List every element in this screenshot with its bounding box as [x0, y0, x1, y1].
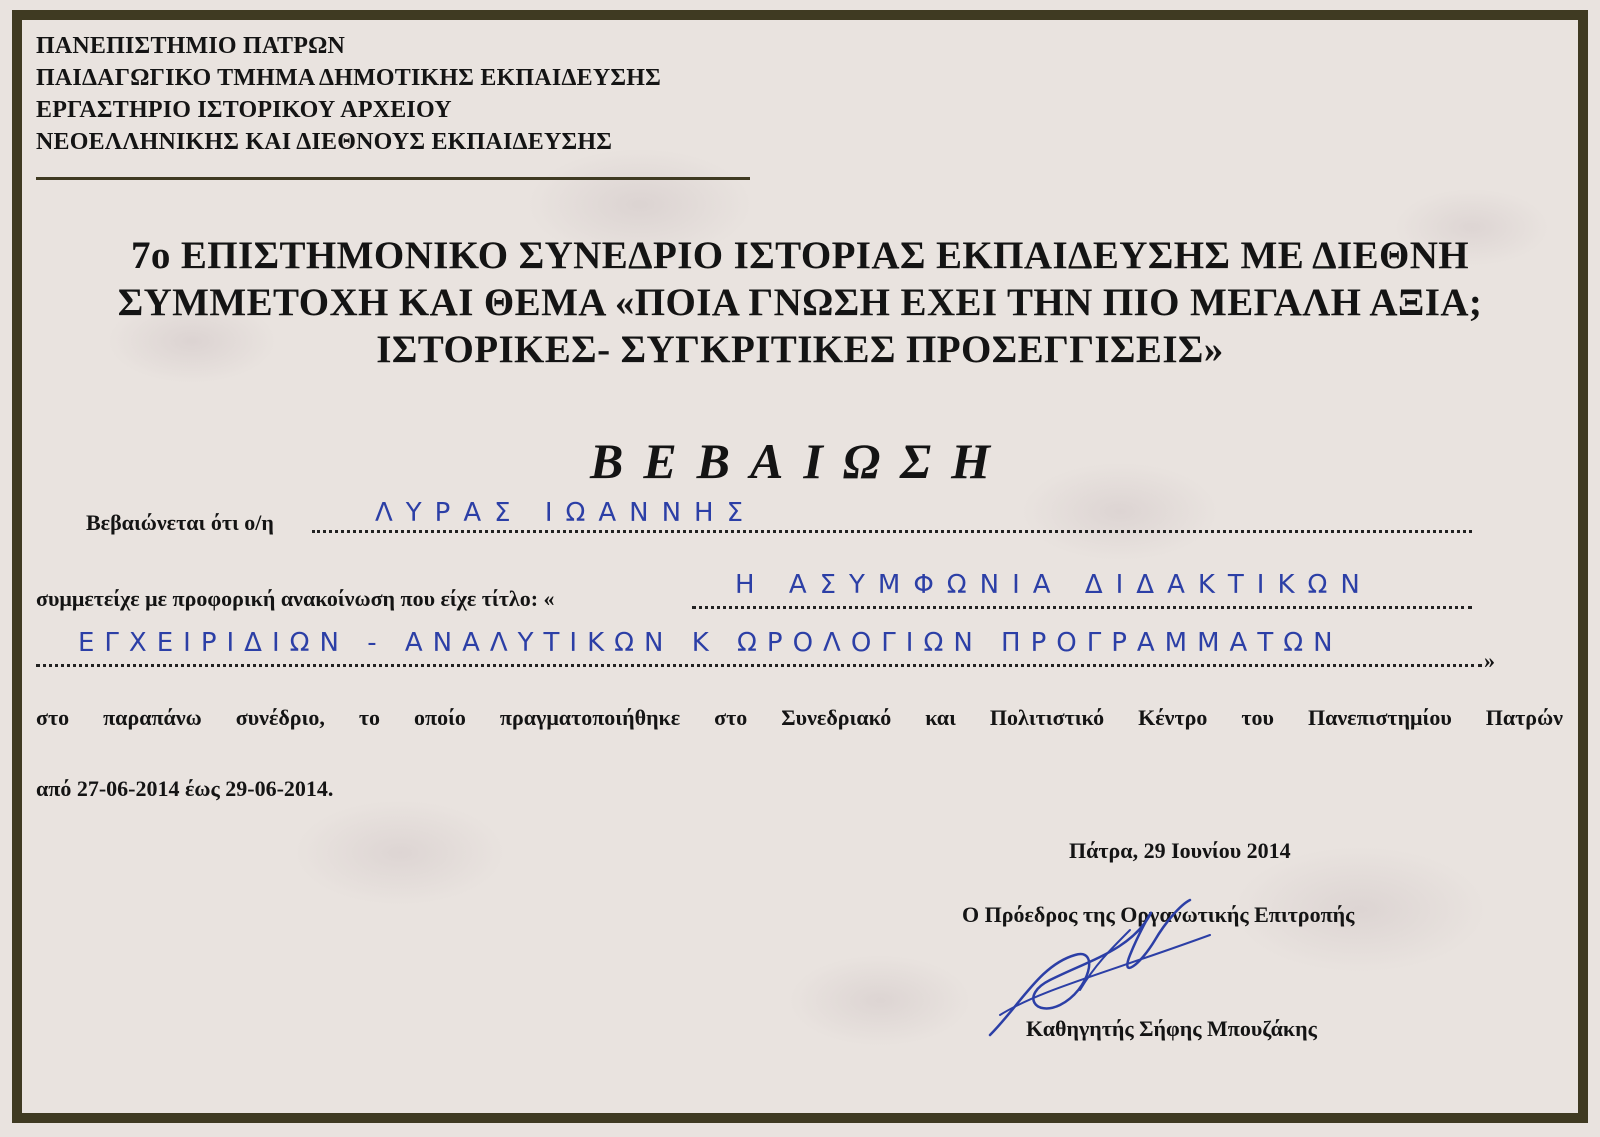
signatory-name: Καθηγητής Σήφης Μπουζάκης — [1026, 1016, 1317, 1041]
conference-title-line: ΣΥΜΜΕΤΟΧΗ ΚΑΙ ΘΕΜΑ «ΠΟΙΑ ΓΝΩΣΗ ΕΧΕΙ ΤΗΝ ΠΙΟ ΜΕΓΑΛΗ ΑΞΙΑ; — [117, 281, 1483, 324]
conference-title-line: 7ο ΕΠΙΣΤΗΜΟΝΙΚΟ ΣΥΝΕΔΡΙΟ ΙΣΤΟΡΙΑΣ ΕΚΠΑΙΔΕΥΣΗΣ ΜΕ ΔΙΕΘΝΗ — [130, 234, 1470, 277]
certified-label: Βεβαιώνεται ότι ο/η — [86, 510, 274, 535]
header-divider — [36, 177, 750, 180]
participated-label: συμμετείχε με προφορική ανακοίνωση που είχε τίτλο: « — [36, 586, 555, 611]
place-date: Πάτρα, 29 Ιουνίου 2014 — [1069, 838, 1291, 863]
conference-title — [60, 232, 1540, 373]
certificate-title: ΒΕΒΑΙΩΣΗ — [589, 433, 1010, 489]
title-dotted-line-1 — [692, 606, 1472, 609]
title-dotted-line-2 — [36, 664, 1482, 667]
participant-name: ΛΥΡΑΣ ΙΩΑΝΝΗΣ — [375, 498, 757, 528]
institution-header — [36, 30, 661, 158]
name-dotted-line — [312, 530, 1472, 533]
institution-line: ΝΕΟΕΛΛΗΝΙΚΗΣ ΚΑΙ ΔΙΕΘΝΟΥΣ ΕΚΠΑΙΔΕΥΣΗΣ — [36, 129, 613, 155]
institution-line: ΕΡΓΑΣΤΗΡΙΟ ΙΣΤΟΡΙΚΟΥ ΑΡΧΕΙΟΥ — [36, 97, 452, 123]
institution-line: ΠΑΙΔΑΓΩΓΙΚΟ ΤΜΗΜΑ ΔΗΜΟΤΙΚΗΣ ΕΚΠΑΙΔΕΥΣΗΣ — [36, 65, 662, 91]
closing-quote: » — [1484, 648, 1495, 673]
venue-text: στο παραπάνω συνέδριο, το οποίο πραγματοποιήθηκε στο Συνεδριακό και Πολιτιστικό Κέντρο του Πανεπιστημίου Πατρών — [36, 705, 1563, 730]
talk-title-line-1: Η ΑΣΥΜΦΩΝΙΑ ΔΙΔΑΚΤΙΚΩΝ — [735, 570, 1373, 600]
dates-text: από 27-06-2014 έως 29-06-2014. — [36, 776, 334, 801]
conference-title-line: ΙΣΤΟΡΙΚΕΣ- ΣΥΓΚΡΙΤΙΚΕΣ ΠΡΟΣΕΓΓΙΣΕΙΣ» — [376, 328, 1224, 371]
institution-line: ΠΑΝΕΠΙΣΤΗΜΙΟ ΠΑΤΡΩΝ — [36, 33, 346, 59]
talk-title-line-2: ΕΓΧΕΙΡΙΔΙΩΝ - ΑΝΑΛΥΤΙΚΩΝ Κ ΩΡΟΛΟΓΙΩΝ ΠΡΟΓΡΑΜΜΑΤΩΝ — [78, 628, 1343, 658]
signatory-role: Ο Πρόεδρος της Οργανωτικής Επιτροπής — [962, 902, 1355, 927]
